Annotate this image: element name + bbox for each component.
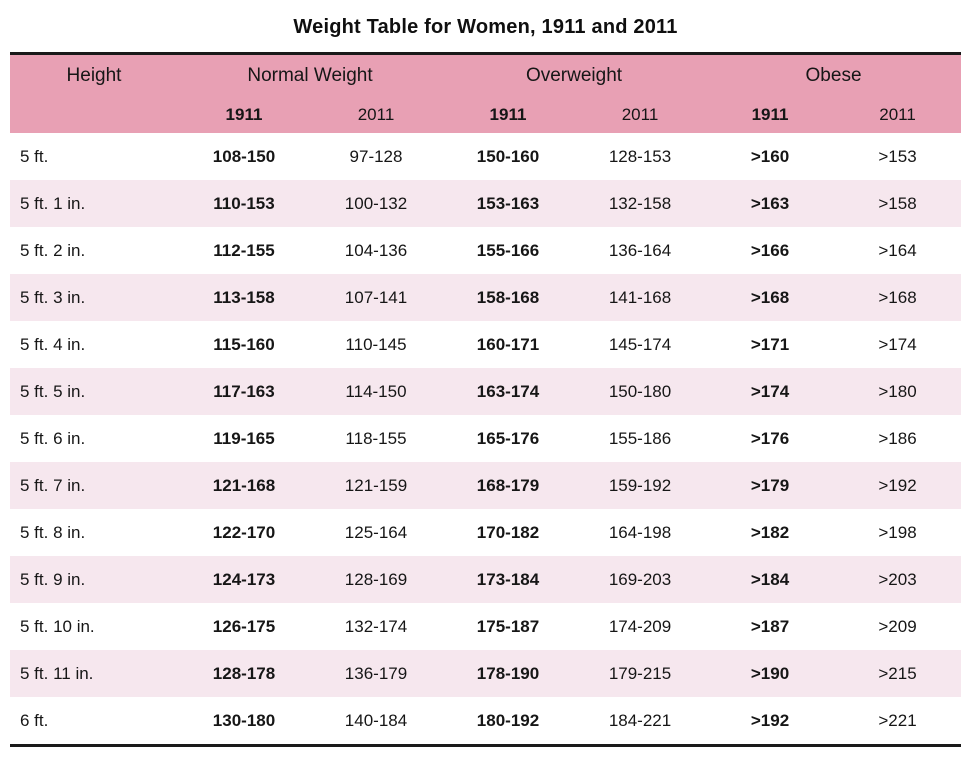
cell-overweight-1911: 160-171	[442, 321, 574, 368]
cell-obese-2011: >215	[834, 650, 961, 697]
cell-height: 5 ft. 9 in.	[10, 556, 178, 603]
cell-obese-2011: >192	[834, 462, 961, 509]
cell-normal-2011: 107-141	[310, 274, 442, 321]
table-row	[10, 556, 961, 603]
header-height-spacer	[10, 97, 178, 133]
table-row	[10, 415, 961, 462]
header-year-row	[10, 97, 961, 133]
cell-normal-1911: 113-158	[178, 274, 310, 321]
cell-height: 5 ft. 1 in.	[10, 180, 178, 227]
cell-normal-1911: 108-150	[178, 133, 310, 180]
table-row	[10, 180, 961, 227]
cell-obese-2011: >203	[834, 556, 961, 603]
cell-obese-2011: >158	[834, 180, 961, 227]
cell-obese-1911: >190	[706, 650, 834, 697]
header-group-normal-weight: Normal Weight	[178, 54, 442, 98]
cell-height: 5 ft. 3 in.	[10, 274, 178, 321]
cell-normal-1911: 128-178	[178, 650, 310, 697]
cell-height: 5 ft. 8 in.	[10, 509, 178, 556]
cell-obese-1911: >163	[706, 180, 834, 227]
cell-height: 5 ft.	[10, 133, 178, 180]
cell-overweight-2011: 141-168	[574, 274, 706, 321]
header-year-overweight-1911: 1911	[442, 97, 574, 133]
cell-normal-1911: 117-163	[178, 368, 310, 415]
cell-normal-1911: 110-153	[178, 180, 310, 227]
cell-normal-2011: 140-184	[310, 697, 442, 744]
table-row	[10, 509, 961, 556]
cell-obese-1911: >171	[706, 321, 834, 368]
cell-obese-2011: >164	[834, 227, 961, 274]
cell-overweight-2011: 155-186	[574, 415, 706, 462]
cell-obese-1911: >182	[706, 509, 834, 556]
cell-overweight-1911: 173-184	[442, 556, 574, 603]
cell-normal-1911: 121-168	[178, 462, 310, 509]
cell-overweight-2011: 174-209	[574, 603, 706, 650]
bottom-spacer	[0, 747, 971, 759]
cell-height: 5 ft. 6 in.	[10, 415, 178, 462]
cell-overweight-1911: 155-166	[442, 227, 574, 274]
cell-obese-2011: >198	[834, 509, 961, 556]
cell-obese-2011: >174	[834, 321, 961, 368]
cell-height: 5 ft. 2 in.	[10, 227, 178, 274]
cell-overweight-1911: 180-192	[442, 697, 574, 744]
cell-obese-2011: >221	[834, 697, 961, 744]
cell-obese-2011: >153	[834, 133, 961, 180]
cell-height: 6 ft.	[10, 697, 178, 744]
cell-normal-1911: 130-180	[178, 697, 310, 744]
header-group-overweight: Overweight	[442, 54, 706, 98]
cell-normal-2011: 114-150	[310, 368, 442, 415]
cell-obese-1911: >187	[706, 603, 834, 650]
cell-height: 5 ft. 5 in.	[10, 368, 178, 415]
cell-normal-1911: 112-155	[178, 227, 310, 274]
cell-overweight-1911: 175-187	[442, 603, 574, 650]
cell-overweight-2011: 128-153	[574, 133, 706, 180]
cell-normal-2011: 121-159	[310, 462, 442, 509]
cell-overweight-1911: 150-160	[442, 133, 574, 180]
cell-obese-1911: >160	[706, 133, 834, 180]
cell-overweight-1911: 178-190	[442, 650, 574, 697]
header-year-obese-1911: 1911	[706, 97, 834, 133]
cell-overweight-2011: 164-198	[574, 509, 706, 556]
cell-overweight-2011: 184-221	[574, 697, 706, 744]
cell-normal-1911: 119-165	[178, 415, 310, 462]
cell-overweight-2011: 150-180	[574, 368, 706, 415]
table-row	[10, 462, 961, 509]
cell-obese-1911: >184	[706, 556, 834, 603]
table-head	[10, 54, 961, 134]
cell-overweight-1911: 168-179	[442, 462, 574, 509]
cell-height: 5 ft. 7 in.	[10, 462, 178, 509]
cell-normal-2011: 100-132	[310, 180, 442, 227]
cell-obese-2011: >209	[834, 603, 961, 650]
cell-overweight-1911: 158-168	[442, 274, 574, 321]
cell-overweight-2011: 136-164	[574, 227, 706, 274]
cell-overweight-1911: 153-163	[442, 180, 574, 227]
cell-height: 5 ft. 11 in.	[10, 650, 178, 697]
cell-normal-2011: 132-174	[310, 603, 442, 650]
cell-normal-2011: 118-155	[310, 415, 442, 462]
cell-normal-2011: 110-145	[310, 321, 442, 368]
cell-normal-2011: 104-136	[310, 227, 442, 274]
table-row	[10, 321, 961, 368]
cell-obese-1911: >168	[706, 274, 834, 321]
cell-obese-1911: >176	[706, 415, 834, 462]
cell-overweight-1911: 165-176	[442, 415, 574, 462]
cell-height: 5 ft. 10 in.	[10, 603, 178, 650]
cell-normal-2011: 125-164	[310, 509, 442, 556]
table-row	[10, 603, 961, 650]
cell-obese-1911: >166	[706, 227, 834, 274]
cell-obese-2011: >180	[834, 368, 961, 415]
table-row	[10, 227, 961, 274]
cell-overweight-2011: 179-215	[574, 650, 706, 697]
table-row	[10, 274, 961, 321]
header-year-obese-2011: 2011	[834, 97, 961, 133]
cell-normal-1911: 126-175	[178, 603, 310, 650]
header-year-normal-1911: 1911	[178, 97, 310, 133]
cell-overweight-2011: 132-158	[574, 180, 706, 227]
table-row	[10, 368, 961, 415]
cell-overweight-2011: 159-192	[574, 462, 706, 509]
weight-table	[10, 52, 961, 744]
cell-overweight-2011: 145-174	[574, 321, 706, 368]
cell-height: 5 ft. 4 in.	[10, 321, 178, 368]
cell-normal-1911: 122-170	[178, 509, 310, 556]
cell-obese-1911: >192	[706, 697, 834, 744]
cell-obese-1911: >179	[706, 462, 834, 509]
table-row	[10, 697, 961, 744]
header-year-overweight-2011: 2011	[574, 97, 706, 133]
cell-obese-2011: >168	[834, 274, 961, 321]
cell-normal-1911: 115-160	[178, 321, 310, 368]
cell-obese-1911: >174	[706, 368, 834, 415]
header-group-row	[10, 54, 961, 98]
cell-normal-2011: 128-169	[310, 556, 442, 603]
header-height: Height	[10, 54, 178, 98]
cell-obese-2011: >186	[834, 415, 961, 462]
cell-normal-2011: 136-179	[310, 650, 442, 697]
cell-normal-1911: 124-173	[178, 556, 310, 603]
table-row	[10, 133, 961, 180]
table-row	[10, 650, 961, 697]
cell-normal-2011: 97-128	[310, 133, 442, 180]
cell-overweight-2011: 169-203	[574, 556, 706, 603]
table-body	[10, 133, 961, 744]
header-group-obese: Obese	[706, 54, 961, 98]
cell-overweight-1911: 163-174	[442, 368, 574, 415]
header-year-normal-2011: 2011	[310, 97, 442, 133]
cell-overweight-1911: 170-182	[442, 509, 574, 556]
page-title: Weight Table for Women, 1911 and 2011	[293, 16, 678, 38]
